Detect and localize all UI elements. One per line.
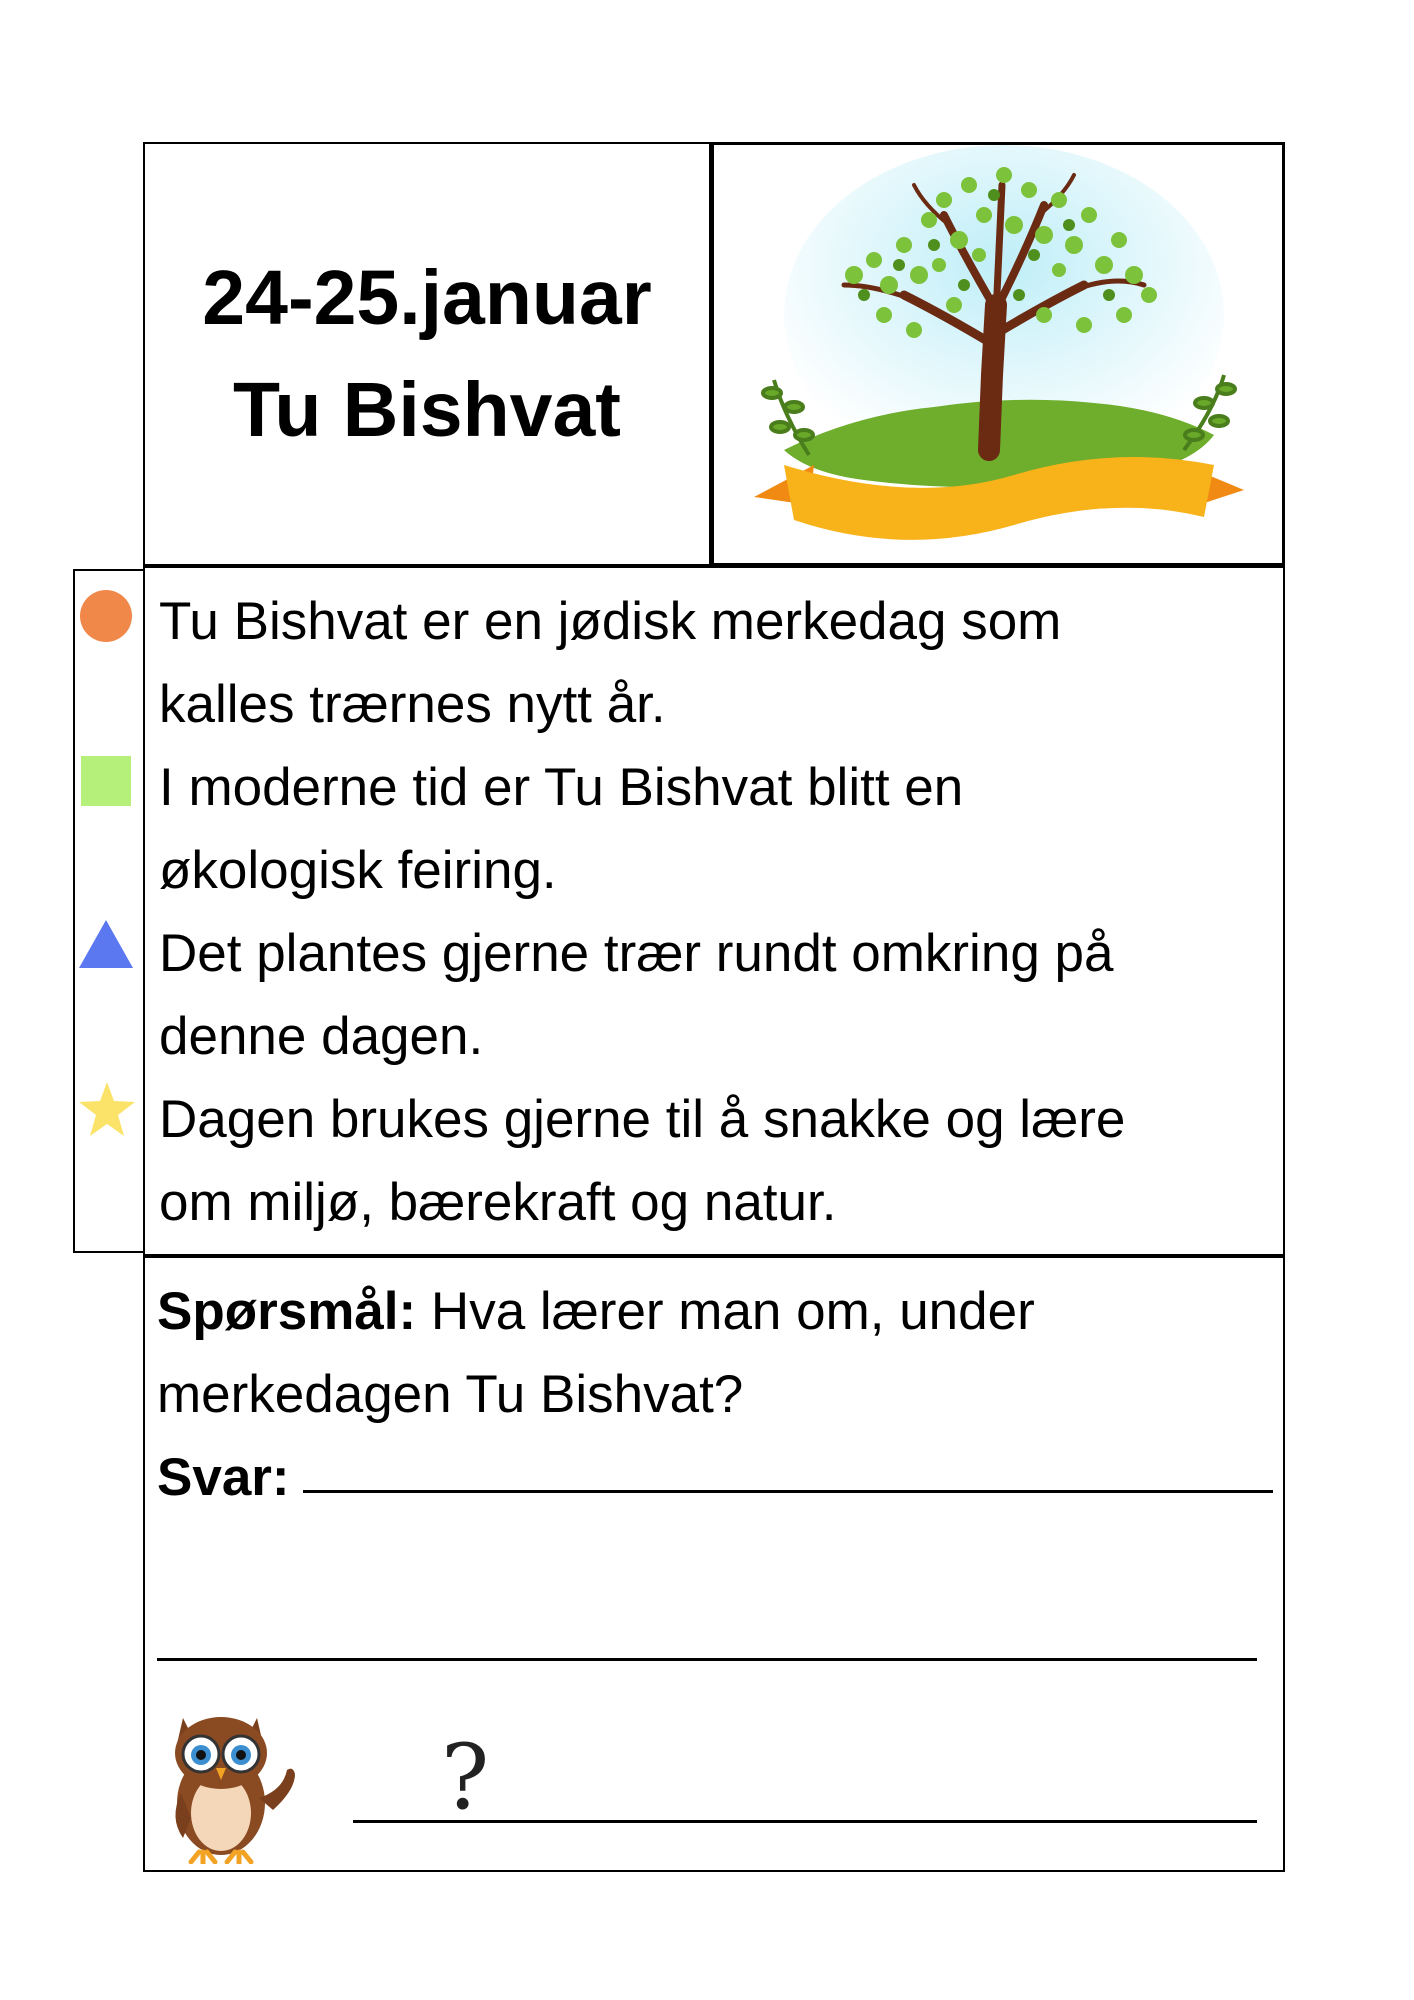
- illustration-cell: [711, 142, 1285, 566]
- answer-line[interactable]: [303, 1490, 1273, 1493]
- answer-label: Svar:: [157, 1448, 290, 1507]
- question-box: [143, 1256, 1285, 1872]
- owl-icon: [161, 1698, 301, 1864]
- fact-line: denne dagen.: [159, 1007, 484, 1066]
- question-mark: ?: [441, 1725, 490, 1830]
- answer-line[interactable]: [157, 1658, 1257, 1661]
- fact-line: om miljø, bærekraft og natur.: [159, 1173, 837, 1232]
- fact-item: [159, 746, 1279, 912]
- question-text: [157, 1270, 1035, 1436]
- fact-item: [159, 1078, 1279, 1244]
- date-heading: 24-25.januar: [202, 255, 652, 341]
- title-cell: [143, 142, 711, 566]
- facts-box: [143, 566, 1285, 1256]
- fact-line: Dagen brukes gjerne til å snakke og lære: [159, 1090, 1126, 1149]
- blue-triangle-icon: [77, 918, 135, 970]
- fact-line: Det plantes gjerne trær rundt omkring på: [159, 924, 1114, 983]
- fact-line: kalles trærnes nytt år.: [159, 675, 666, 734]
- fact-item: [159, 580, 1279, 746]
- fact-line: I moderne tid er Tu Bishvat blitt en: [159, 758, 964, 817]
- tree-illustration: [714, 145, 1282, 563]
- yellow-star-icon: [77, 1080, 137, 1138]
- fact-line: Tu Bishvat er en jødisk merkedag som: [159, 592, 1062, 651]
- marker-column: [73, 569, 143, 1253]
- orange-circle-icon: [78, 588, 134, 644]
- fact-line: økologisk feiring.: [159, 841, 557, 900]
- question-line: merkedagen Tu Bishvat?: [157, 1365, 744, 1424]
- question-label: Spørsmål:: [157, 1282, 417, 1341]
- page-title: Tu Bishvat: [233, 367, 621, 453]
- fact-item: [159, 912, 1279, 1078]
- question-line: Hva lærer man om, under: [416, 1282, 1035, 1341]
- green-square-icon: [81, 756, 131, 806]
